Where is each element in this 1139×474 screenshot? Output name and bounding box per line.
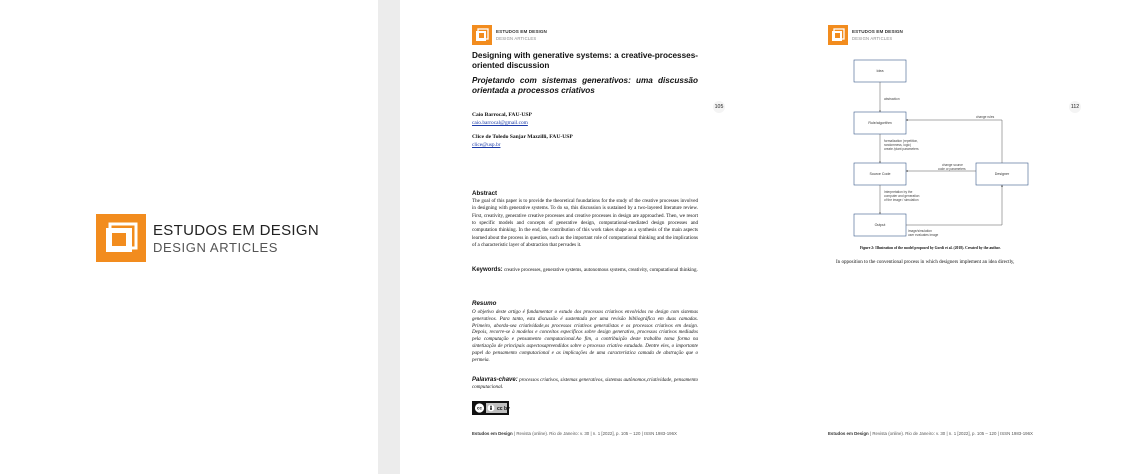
label-change-source-2: code or parameters (938, 167, 966, 171)
resumo-heading: Resumo (472, 300, 497, 307)
label-output-eval-1: image/simulation (908, 229, 932, 233)
label-interpretation-3: of the image / simulation (884, 198, 919, 202)
footer-journal: Estudos em Design (472, 431, 513, 436)
journal-logo-icon (96, 214, 146, 262)
body-paragraph: In opposition to the conventional process in which designers implement an idea directly, (836, 259, 1015, 265)
abstract-text: The goal of this paper is to provide the theoretical foundations for the study of the creative processes involved in designing with generative systems. To do so, this discussion is sustained by a two-layered literature review. First, creativity, generative creative processes and creative processes in design are approached. Then, we resort to specific models and concepts of generative design, computational-mediated design processes and computation thinking. In the end, the contribution of this work takes shape as a synthesis of the main aspects learned about the process in question, such as the important role of computational thinking and the implications of a characteristic layer of abstraction that pervades it. (472, 198, 698, 249)
page-footer (472, 431, 677, 436)
label-formalization-3: create /plant parameters (884, 147, 919, 151)
author-email-link[interactable]: caio.barrocal@gmail.com (472, 120, 528, 126)
label-interpretation-2: computer and generation (884, 194, 920, 198)
label-formalization-1: formalization (repetition, (884, 139, 919, 143)
footer-journal: Estudos em Design (828, 431, 869, 436)
node-idea-label: Idea (876, 69, 884, 74)
page-footer (828, 431, 1033, 436)
process-model-diagram (848, 56, 1038, 242)
keywords-text: creative processes, generative systems, autonomous systems, creativity, computational thinking. (503, 267, 698, 273)
palavras-chave-label: Palavras-chave: (472, 377, 518, 383)
label-abstraction: abstraction (884, 97, 900, 101)
article-page-105 (400, 0, 756, 474)
page-number: 112 (1069, 101, 1081, 113)
figure-caption: Figure 2: Illustration of the model proposed by Gordi et al. (2018). Created by the author. (860, 246, 1001, 250)
page-number: 105 (713, 101, 725, 113)
creative-commons-badge[interactable] (472, 401, 509, 415)
viewer-gutter (378, 0, 400, 474)
label-change-source-1: change source (942, 163, 963, 167)
keywords (472, 267, 698, 274)
cover-subtitle: DESIGN ARTICLES (153, 240, 279, 255)
node-rule-label: Rule/algorithm (868, 121, 892, 126)
header-subtitle: DESIGN ARTICLES (496, 36, 537, 41)
header-title: ESTUDOS EM DESIGN (496, 29, 547, 34)
footer-citation: | Revista (online). Rio de Janeiro: v. 30 | n. 1 [2022], p. 105 – 120 | ISSN 1983-196X (869, 431, 1033, 436)
resumo-text: O objetivo deste artigo é fundamentar o estudo dos processos criativos envolvidos no design com sistemas generativos. Para tanto, esta discussão é sustentada por uma revisão bibliográfica em duas camadas. Primeiro, aborda-sea criatividade,os processos criativos generalistas e os processos criativos em design. Depois, recorre-se à modelos e conceitos específicos sobre design generativo, processos criativos mediados pela computação e pensamento computacional.Ao fim, a contribuição deste trabalho toma forma na sintetização de principais aspectosapreendidos sobre o processo criativo estudado. Dentre eles, o importante papel do pensamento computacional e as implicações de uma característica camada de abstração que o permeia. (472, 309, 698, 363)
keywords-label: Keywords: (472, 267, 503, 273)
abstract-heading: Abstract (472, 190, 498, 197)
cc-license-icon (473, 402, 508, 414)
author-name: Clice de Toledo Sanjar Mazzilli, FAU-USP (472, 134, 573, 140)
journal-cover (0, 0, 378, 474)
header-logo-icon (472, 25, 492, 45)
label-interpretation-1: Interpretation by the (884, 190, 913, 194)
author-email-link[interactable]: clice@usp.br (472, 142, 501, 148)
cover-title: ESTUDOS EM DESIGN (153, 222, 319, 239)
license-label: cc by (497, 405, 510, 412)
palavras-chave (472, 377, 698, 392)
svg-text:cc: cc (477, 405, 482, 411)
label-formalization-2: randomness, logic) (884, 143, 911, 147)
header-title: ESTUDOS EM DESIGN (852, 29, 903, 34)
article-subtitle: Projetando com sistemas generativos: uma discussão orientada a processos criativos (472, 76, 698, 95)
article-title: Designing with generative systems: a creative-processes-oriented discussion (472, 51, 698, 70)
label-output-eval-2: user evaluates image (908, 233, 939, 237)
header-subtitle: DESIGN ARTICLES (852, 36, 893, 41)
header-logo-icon (828, 25, 848, 45)
footer-citation: | Revista (online). Rio de Janeiro: v. 30 | n. 1 [2022], p. 105 – 120 | ISSN 1983-196X (513, 431, 677, 436)
palavras-chave-text: processos criativos, sistemas generativos, sistemas autônomos,criatividade, pensamento computacional. (472, 377, 698, 391)
article-page-112 (756, 0, 1139, 474)
node-output-label: Output (874, 223, 886, 228)
author-name: Caio Barrocal, FAU-USP (472, 112, 532, 118)
label-change-rules: change rules (976, 115, 995, 119)
node-source-label: Source Code (869, 172, 891, 177)
node-designer-label: Designer (994, 172, 1010, 177)
